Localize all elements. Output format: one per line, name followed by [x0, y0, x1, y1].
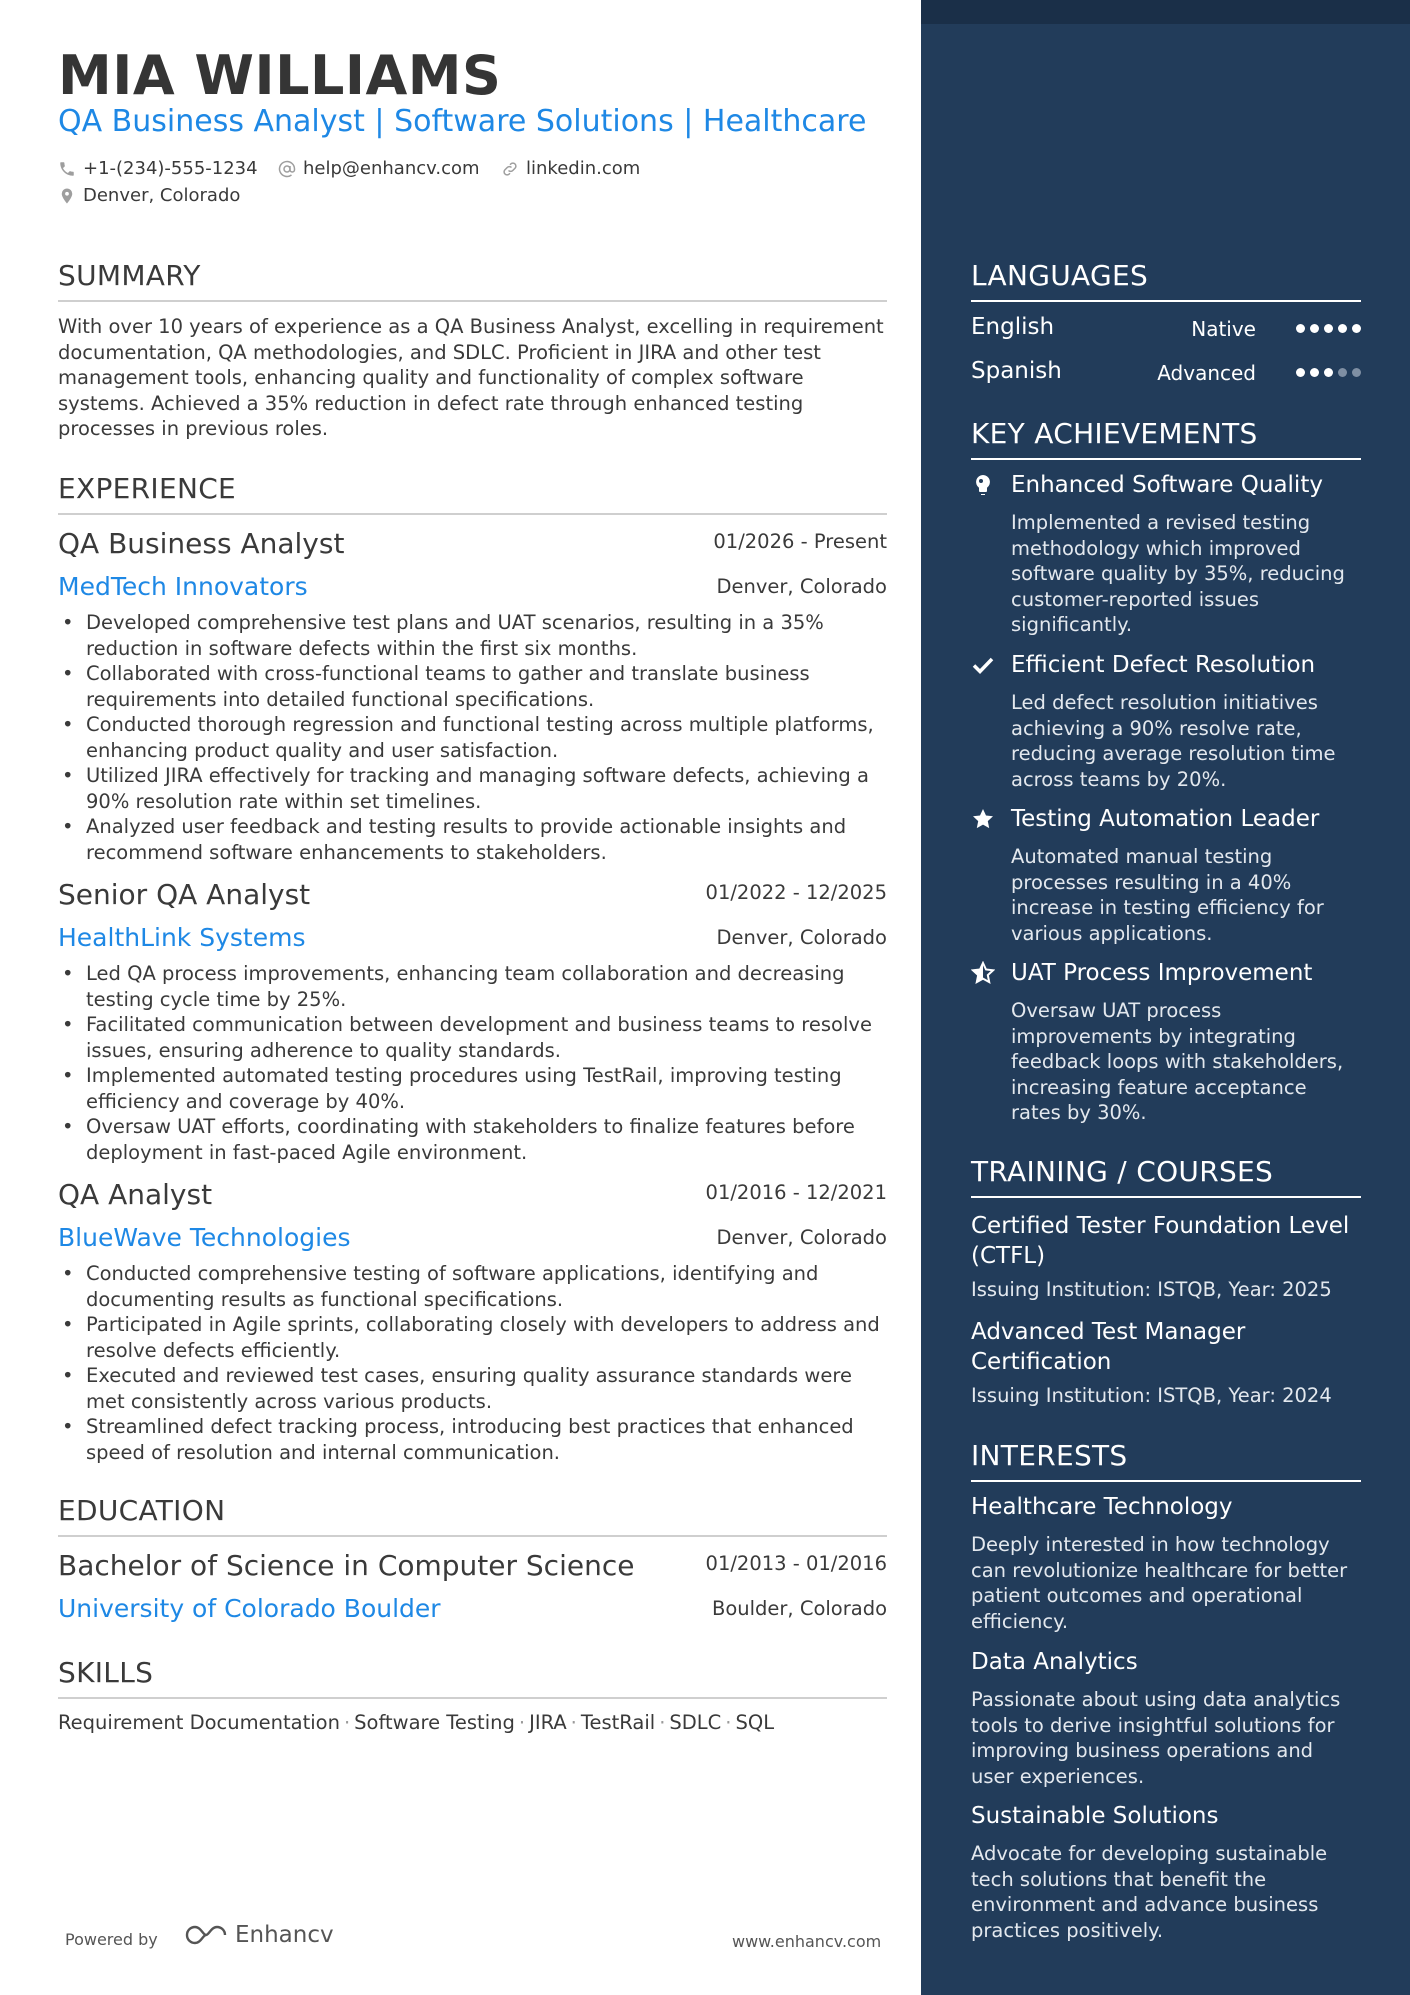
- job-title: QA Analyst: [58, 1178, 213, 1211]
- interest-title: Data Analytics: [971, 1649, 1138, 1675]
- headline: QA Business Analyst | Software Solutions | Healthcare: [58, 104, 867, 139]
- education-dates: 01/2013 - 01/2016: [705, 1552, 887, 1575]
- contact-linkedin[interactable]: [501, 158, 640, 179]
- star-half-icon: [971, 961, 995, 985]
- rating-dot: [1352, 324, 1361, 333]
- list-item: • Executed and reviewed test cases, ensuring quality assurance standards were met consistently across various products.: [58, 1363, 887, 1414]
- interest-title: Healthcare Technology: [971, 1494, 1233, 1520]
- achievement-title: UAT Process Improvement: [1011, 960, 1313, 986]
- list-item: • Streamlined defect tracking process, introducing best practices that enhanced speed of resolution and internal communication.: [58, 1414, 887, 1465]
- job-title: QA Business Analyst: [58, 527, 345, 560]
- interest-desc: Passionate about using data analytics tools to derive insightful solutions for improving business operations and user experiences.: [971, 1688, 1341, 1788]
- rating-dot: [1310, 324, 1319, 333]
- summary-text: With over 10 years of experience as a QA Business Analyst, excelling in requirement documentation, QA methodologies, and SDLC. Proficient in JIRA and other test management tools, enhancing quality and functionality of complex software systems. Achieved a 35% reduction in defect rate through enhanced testing processes in previous roles.: [58, 315, 884, 440]
- candidate-name: MIA WILLIAMS: [58, 44, 502, 107]
- rating-dot: [1338, 368, 1347, 377]
- interests-heading: INTERESTS: [971, 1439, 1361, 1482]
- skill-separator: ·: [570, 1711, 577, 1734]
- phone-text: +1-(234)-555-1234: [83, 158, 258, 179]
- achievement-desc: Implemented a revised testing methodology which improved software quality by 35%, reducing customer-reported issues significantly.: [1011, 511, 1345, 636]
- phone-icon: [58, 160, 76, 178]
- company-name: BlueWave Technologies: [58, 1223, 351, 1252]
- degree-title: Bachelor of Science in Computer Science: [58, 1549, 635, 1582]
- job-location: Denver, Colorado: [716, 926, 887, 949]
- skill-item: SDLC: [669, 1711, 722, 1734]
- list-item: • Utilized JIRA effectively for tracking and managing software defects, achieving a 90% resolution rate within set timelines.: [58, 763, 887, 814]
- rating-dot: [1324, 324, 1333, 333]
- job-title: Senior QA Analyst: [58, 878, 311, 911]
- sidebar-top-band: [921, 0, 1410, 24]
- school-name: University of Colorado Boulder: [58, 1594, 441, 1623]
- languages-heading: LANGUAGES: [971, 259, 1361, 302]
- course-title: Advanced Test Manager Certification: [971, 1319, 1246, 1375]
- list-item: • Facilitated communication between development and business teams to resolve issues, ensuring adherence to quality standards.: [58, 1012, 887, 1063]
- summary-heading: SUMMARY: [58, 259, 887, 302]
- achievement-desc: Automated manual testing processes resulting in a 40% increase in testing efficiency for various applications.: [1011, 845, 1324, 945]
- skill-item: TestRail: [580, 1711, 656, 1734]
- school-location: Boulder, Colorado: [711, 1597, 887, 1620]
- experience-heading: EXPERIENCE: [58, 472, 887, 515]
- lightbulb-icon: [971, 473, 995, 497]
- list-item: • Conducted thorough regression and functional testing across multiple platforms, enhancing product quality and user satisfaction.: [58, 712, 887, 763]
- skill-separator: ·: [343, 1711, 351, 1734]
- contact-phone[interactable]: [58, 158, 258, 179]
- rating-dot: [1296, 324, 1305, 333]
- list-item: • Led QA process improvements, enhancing team collaboration and decreasing testing cycle time by 25%.: [58, 961, 887, 1012]
- company-name: MedTech Innovators: [58, 572, 308, 601]
- education-heading: EDUCATION: [58, 1494, 887, 1537]
- skill-separator: ·: [518, 1711, 526, 1734]
- skill-item: JIRA: [529, 1711, 567, 1734]
- job-bullets: [58, 1261, 887, 1465]
- achievements-heading: KEY ACHIEVEMENTS: [971, 417, 1361, 460]
- achievement-title: Efficient Defect Resolution: [1011, 652, 1316, 678]
- training-heading: TRAINING / COURSES: [971, 1155, 1361, 1198]
- contact-location: [58, 185, 240, 206]
- checkmark-icon: [971, 653, 995, 677]
- skills-heading: SKILLS: [58, 1656, 887, 1699]
- list-item: • Analyzed user feedback and testing results to provide actionable insights and recommend software enhancements to stakeholders.: [58, 814, 887, 865]
- contact-email[interactable]: [278, 158, 480, 179]
- interest-title: Sustainable Solutions: [971, 1803, 1219, 1829]
- job-location: Denver, Colorado: [716, 1226, 887, 1249]
- star-icon: [971, 807, 995, 831]
- skill-separator: ·: [725, 1711, 732, 1734]
- location-text: Denver, Colorado: [83, 185, 241, 206]
- job-location: Denver, Colorado: [716, 575, 887, 598]
- achievement-desc: Oversaw UAT process improvements by integrating feedback loops with stakeholders, increasing feature acceptance rates by 30%.: [1011, 999, 1344, 1124]
- at-icon: [278, 160, 296, 178]
- rating-dot: [1338, 324, 1347, 333]
- skill-item: Software Testing: [354, 1711, 515, 1734]
- language-rating: [1291, 368, 1361, 377]
- rating-dot: [1352, 368, 1361, 377]
- course-institution: Issuing Institution: ISTQB, Year: 2024: [971, 1384, 1332, 1407]
- link-icon: [501, 160, 519, 178]
- rating-dot: [1310, 368, 1319, 377]
- job-dates: 01/2026 - Present: [713, 530, 887, 553]
- linkedin-text: linkedin.com: [526, 158, 641, 179]
- language-level: Advanced: [1157, 361, 1256, 385]
- list-item: • Oversaw UAT efforts, coordinating with stakeholders to finalize features before deployment in fast-paced Agile environment.: [58, 1114, 887, 1165]
- email-text: help@enhancv.com: [303, 158, 480, 179]
- location-pin-icon: [58, 186, 76, 206]
- language-name: English: [971, 314, 1055, 340]
- list-item: • Conducted comprehensive testing of software applications, identifying and documenting results as functional specifications.: [58, 1261, 887, 1312]
- rating-dot: [1324, 368, 1333, 377]
- achievement-desc: Led defect resolution initiatives achieving a 90% resolve rate, reducing average resolution time across teams by 20%.: [1011, 691, 1336, 791]
- list-item: • Participated in Agile sprints, collaborating closely with developers to address and resolve defects efficiently.: [58, 1312, 887, 1363]
- enhancv-logo-icon: [183, 1923, 229, 1947]
- language-rating: [1291, 324, 1361, 333]
- job-bullets: [58, 961, 887, 1165]
- footer-url[interactable]: www.enhancv.com: [732, 1932, 882, 1951]
- interest-desc: Deeply interested in how technology can revolutionize healthcare for better patient outcomes and operational efficiency.: [971, 1533, 1348, 1633]
- skill-item: SQL: [735, 1711, 775, 1734]
- job-bullets: [58, 610, 887, 865]
- sidebar: [921, 0, 1410, 1995]
- enhancv-brand-text: Enhancv: [235, 1922, 334, 1948]
- course-title: Certified Tester Foundation Level (CTFL): [971, 1213, 1350, 1269]
- list-item: • Developed comprehensive test plans and UAT scenarios, resulting in a 35% reduction in software defects within the first six months.: [58, 610, 887, 661]
- enhancv-logo[interactable]: [183, 1922, 334, 1948]
- skill-item: Requirement Documentation: [58, 1711, 340, 1734]
- job-dates: 01/2016 - 12/2021: [705, 1181, 887, 1204]
- rating-dot: [1296, 368, 1305, 377]
- interest-desc: Advocate for developing sustainable tech solutions that benefit the environment and advance business practices positively.: [971, 1842, 1328, 1942]
- powered-by-label: Powered by: [65, 1930, 158, 1949]
- language-name: Spanish: [971, 358, 1062, 384]
- language-level: Native: [1191, 317, 1256, 341]
- course-institution: Issuing Institution: ISTQB, Year: 2025: [971, 1278, 1332, 1301]
- list-item: • Collaborated with cross-functional teams to gather and translate business requirements into detailed functional specifications.: [58, 661, 887, 712]
- achievement-title: Enhanced Software Quality: [1011, 472, 1323, 498]
- job-dates: 01/2022 - 12/2025: [705, 881, 887, 904]
- skill-separator: ·: [659, 1711, 666, 1734]
- company-name: HealthLink Systems: [58, 923, 306, 952]
- list-item: • Implemented automated testing procedures using TestRail, improving testing efficiency and coverage by 40%.: [58, 1063, 887, 1114]
- achievement-title: Testing Automation Leader: [1011, 806, 1320, 832]
- skills-list: [58, 1711, 774, 1734]
